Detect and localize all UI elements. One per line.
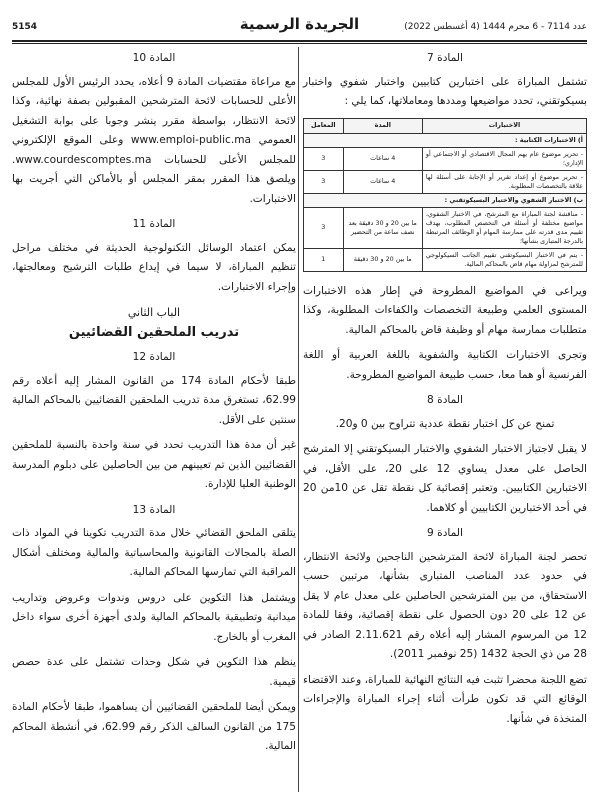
article-7-paragraph-3: وتجرى الاختبارات الكتابية والشفوية باللغة العربية أو اللغة الفرنسية أو هما معا، حسب طبيعة المواضيع المطروحة. bbox=[303, 349, 587, 381]
duration-cell: 4 ساعات bbox=[343, 170, 422, 193]
article-9-heading: المادة 9 bbox=[427, 527, 463, 539]
section-oral bbox=[304, 193, 587, 207]
article-12-paragraph-2: غير أن مدة هذا التدريب تحدد في سنة واحدة بالنسبة للملحقين القضائيين الذين تم تعيينهم من بين الحاصلين على دبلوم المدرسة الوطنية العليا للإدارة. bbox=[12, 439, 296, 490]
article-11-paragraph-1: يمكن اعتماد الوسائل التكنولوجية الحديثة في مختلف مراحل تنظيم المباراة، لا سيما في إيداع طلبات الترشيح ومعالجتها، وإجراء الاختبارات. bbox=[12, 241, 296, 293]
table-row bbox=[304, 207, 587, 248]
table-row bbox=[304, 248, 587, 271]
duration-cell: 4 ساعات bbox=[343, 147, 422, 170]
section-written bbox=[304, 133, 587, 147]
article-7-paragraph-2: ويراعى في المواضيع المطروحة في إطار هذه الاختبارات المستوى العلمي وطبيعة التخصصات والكفاءات المطلوبة، وكذا متطلبات ممارسة مهام أو وظيفة قاض بالمحاكم المالية. bbox=[303, 284, 587, 336]
article-9-paragraph-1: تحصر لجنة المباراة لائحة المترشحين الناجحين ولائحة الانتظار، في حدود عدد المناصب المتبارى بشأنها، مرتبين حسب الاستحقاق، من بين المترشحين الحاصلين على معدل عام لا يقل عن 12 على 20 دون الحصول على نقطة إقصائية، وفقا للمادة 12 من المرسوم المشار إليه أعلاه رقم 2.11.621 الصادر في 28 من ذي الحجة 1432 (25 نوفمبر 2011). bbox=[303, 550, 587, 660]
duration-cell: ما بين 20 و 30 دقيقة bbox=[343, 248, 422, 271]
article-9-paragraph-2: تضع اللجنة محضرا تثبت فيه النتائج النهائية للمباراة، وعند الاقتضاء الوقائع التي قد تكون طرأت أثناء إجراء المباراة والإجراءات المتخذة في شأنها. bbox=[303, 673, 587, 725]
article-8-paragraph-1: تمنح عن كل اختبار نقطة عددية تتراوح بين 0 و20. bbox=[335, 417, 555, 430]
section-written-label: أ) الاختبارات الكتابية : bbox=[304, 133, 587, 147]
article-11-heading: المادة 11 bbox=[132, 218, 176, 230]
article-13-paragraph-4: ويمكن أيضا للملحقين القضائيين أن يساهموا، طبقا لأحكام المادة 175 من القانون السالف الذكر رقم 62.99، في أنشطة المحاكم المالية. bbox=[12, 701, 296, 752]
issue-info: عدد 7114 - 6 محرم 1444 (4 أغسطس 2022) bbox=[404, 22, 587, 32]
gazette-title: الجريدة الرسمية bbox=[239, 15, 360, 33]
header-coefficient: المعامل bbox=[304, 118, 344, 133]
coefficient-cell: 3 bbox=[304, 170, 344, 193]
exam-table-header-row bbox=[304, 118, 587, 133]
test-cell: - مناقشة لجنة المباراة مع المترشح، في الاختبار الشفوي، مواضيع مختلفة أو أسئلة في التخصص المطلوب، بهدف تقييم مدى قدرته على ممارسة المهام أو الوظائف المرتبطة بالدرجة المتبارى بشأنها؛ bbox=[422, 207, 586, 248]
test-cell: - يتم في الاختبار البسيكوتقني تقييم الجانب السيكولوجي للمترشح لمزاولة مهام قاض بالمحاكم المالية. bbox=[422, 248, 586, 271]
chapter-title: تدريب الملحقين القضائيين bbox=[68, 324, 240, 340]
exam-table bbox=[303, 118, 587, 272]
coefficient-cell: 3 bbox=[304, 147, 344, 170]
article-7-intro: تشتمل المباراة على اختبارين كتابيين واختبار شفوي واختبار بسيكوتقني، تحدد مواضيعها ومددها ومعاملاتها، كما يلي : bbox=[303, 75, 587, 107]
article-12-paragraph-1: طبقا لأحكام المادة 174 من القانون المشار إليه أعلاه رقم 62.99، تستغرق مدة تدريب الملحقين القضائيين بالمحاكم المالية سنتين على الأقل. bbox=[12, 374, 297, 426]
coefficient-cell: 3 bbox=[304, 207, 344, 248]
article-13-paragraph-3: ينظم هذا التكوين في شكل وحدات تشتمل على عدة حصص قيمية. bbox=[12, 656, 296, 688]
test-cell: - تحرير موضوع أو إعداد تقرير أو الإجابة على أسئلة لها علاقة بالتخصصات المطلوبة. bbox=[422, 170, 586, 193]
article-13-heading: المادة 13 bbox=[132, 503, 176, 516]
header-tests: الاختبارات bbox=[422, 118, 586, 133]
section-oral-label: ب) الاختبار الشفوي والاختبار البسيكوتقني : bbox=[304, 193, 587, 207]
page-header bbox=[12, 14, 587, 40]
test-cell: - تحرير موضوع عام يهم المجال الاقتصادي أو الاجتماعي أو الإداري؛ bbox=[422, 147, 586, 170]
chapter-label: الباب الثاني bbox=[127, 306, 181, 319]
article-10-heading: المادة 10 bbox=[132, 52, 176, 64]
article-13-paragraph-1: يتلقى الملحق القضائي خلال مدة التدريب تكوينا في المواد ذات الصلة بالمجالات القانونية والمحاسباتية والمالية ومختلف أشكال المراقبة التي تمارسها المحاكم المالية. bbox=[12, 527, 296, 578]
header-duration: المدة bbox=[343, 118, 422, 133]
page-number: 5154 bbox=[12, 22, 38, 32]
article-8-heading: المادة 8 bbox=[427, 394, 463, 406]
column-divider bbox=[298, 47, 299, 792]
coefficient-cell: 1 bbox=[304, 248, 344, 271]
duration-cell: ما بين 20 و 30 دقيقة بعد نصف ساعة من التحضير bbox=[343, 207, 422, 248]
article-13-paragraph-2: ويشتمل هذا التكوين على دروس وندوات وعروض وتداريب ميدانية وتطبيقية بالمحاكم المالية ولدى أجهزة أخرى سواء داخل المغرب أو بالخارج. bbox=[12, 591, 296, 643]
table-row bbox=[304, 147, 587, 170]
article-7-heading: المادة 7 bbox=[427, 52, 463, 64]
header-rule bbox=[12, 40, 587, 44]
right-column bbox=[303, 47, 587, 735]
article-8-paragraph-2: لا يقبل لاجتياز الاختبار الشفوي والاختبار البسيكوتقني إلا المترشح الحاصل على معدل يساوي 12 على 20، على الأقل، في الاختبارين الكتابيين. وتعتبر إقصائية كل نقطة تقل عن 10من 20 في أحد الاختبارين الكتابيين أو كلاهما. bbox=[303, 443, 588, 514]
table-row bbox=[304, 170, 587, 193]
article-12-heading: المادة 12 bbox=[132, 351, 176, 363]
left-column bbox=[12, 47, 296, 763]
article-10-paragraph-1: مع مراعاة مقتضيات المادة 9 أعلاه، يحدد الرئيس الأول للمجلس الأعلى للحسابات لائحة المترشحين المقبولين بصفة نهائية، وكذا لائحة الانتظار، بواسطة مقرر ينشر وجوبا على بوابة التشغيل العمومي www.emploi-public.ma وعلى الموقع الإلكتروني للمجلس الأعلى للحسابات www.courdescomptes.ma. ويلصق هذا المقرر بمقر المجلس أو بالأماكن التي أجريت بها الاختبارات. bbox=[12, 75, 296, 205]
